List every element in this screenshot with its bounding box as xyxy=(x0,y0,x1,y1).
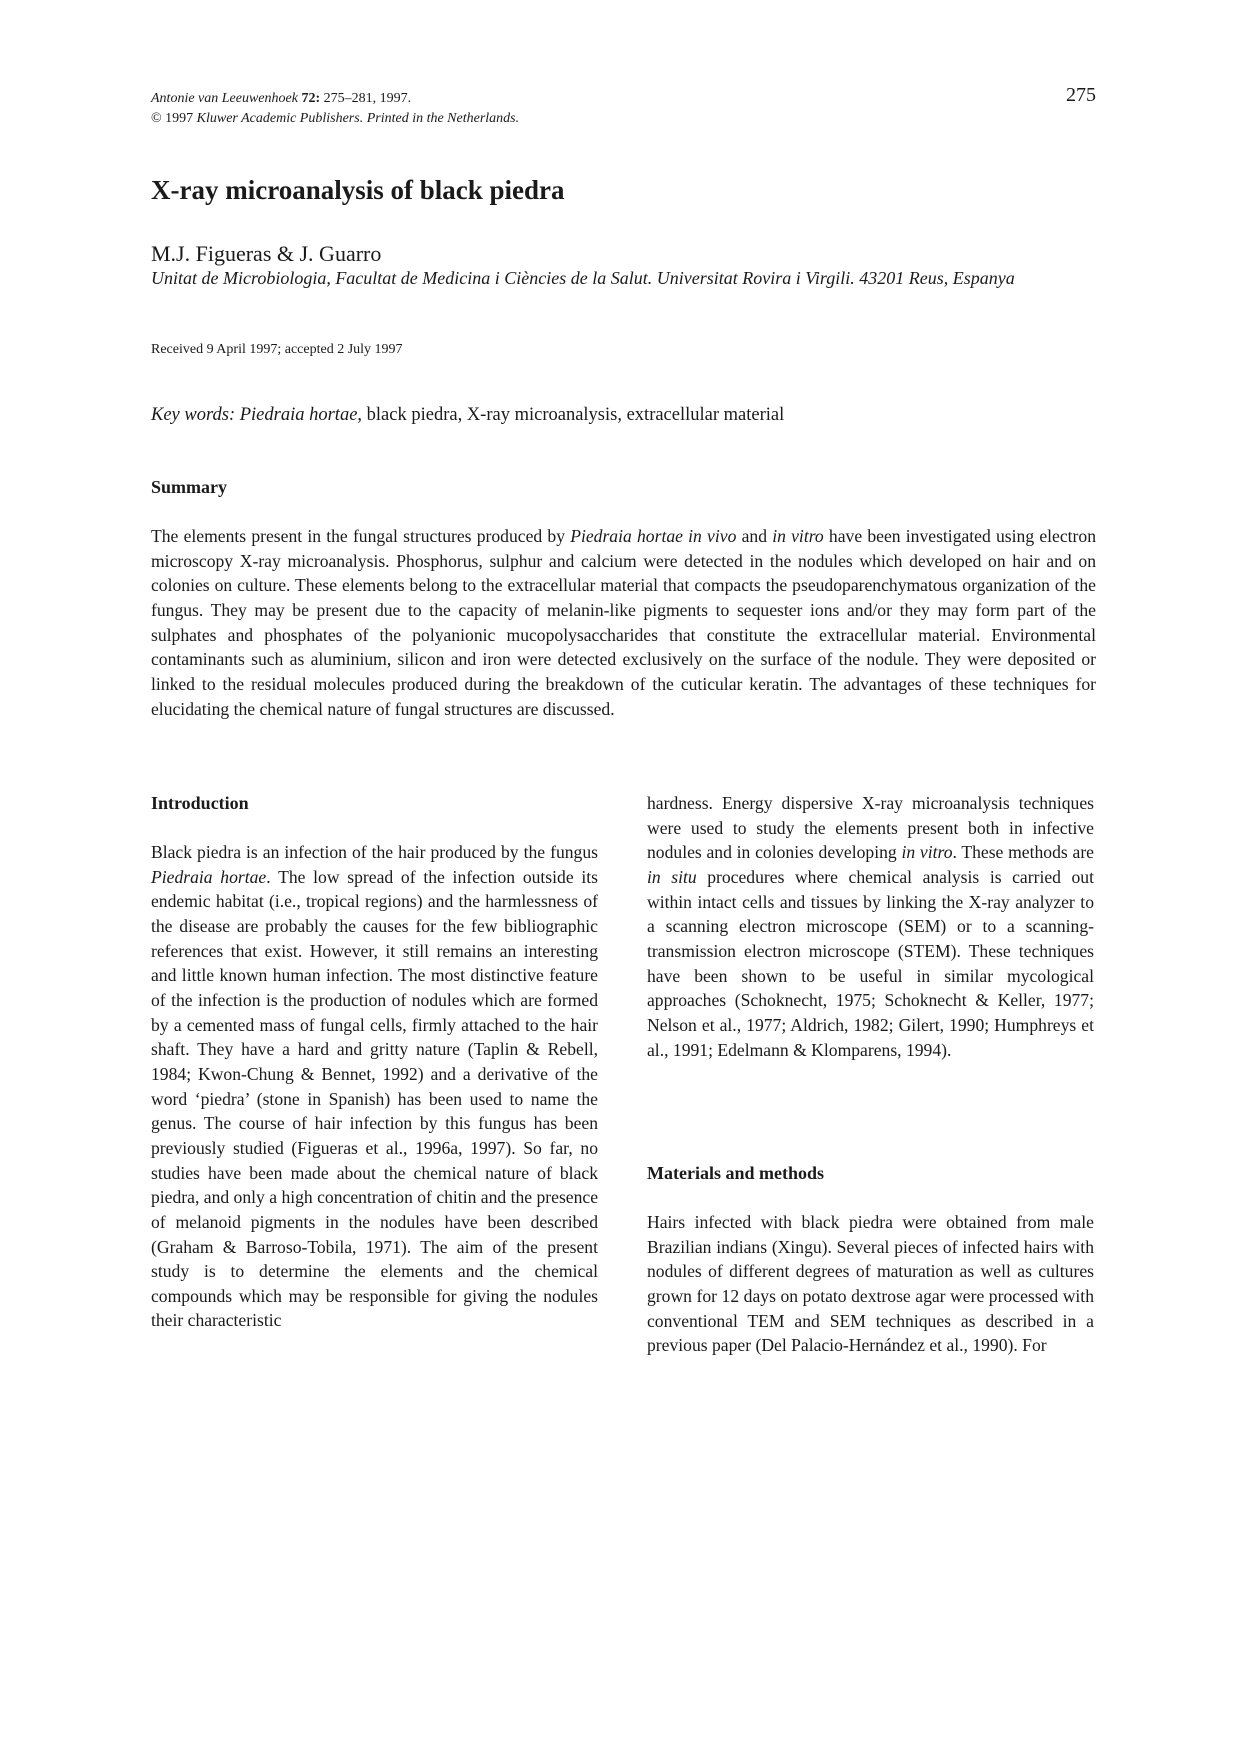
received-dates: Received 9 April 1997; accepted 2 July 1997 xyxy=(151,342,403,357)
summary-italic-1: Piedraia hortae in vivo xyxy=(570,526,737,546)
article-title: X-ray microanalysis of black piedra xyxy=(151,175,565,205)
intro-text-2: . The low spread of the infection outside its endemic habitat (i.e., tropical regions) and the harmlessness of the disease are probably the causes for the few bibliographic references that exist. However, it still remains an interesting and little known human infection. The most distinctive feature of the infection is the production of nodules which are formed by a cemented mass of fungal cells, firmly attached to the hair shaft. They have a hard and gritty nature (Taplin & Rebell, 1984; Kwon-Chung & Bennet, 1992) and a derivative of the word ‘piedra’ (stone in Spanish) has been used to name the genus. The course of hair infection by this fungus has been previously studied (Figueras et al., 1996a, 1997). So far, no studies have been made about the chemical nature of black piedra, and only a high concentration of chitin and the presence of melanoid pigments in the nodules have been described (Graham & Barroso-Tobila, 1971). The aim of the present study is to determine the elements and the chemical compounds which may be responsible for giving the nodules their characteristic xyxy=(151,866,599,1331)
keywords-species: Piedraia hortae xyxy=(239,405,358,425)
author-affiliation: Unitat de Microbiologia, Facultat de Medicina i Ciències de la Salut. Universitat Rovira i Virgili. 43201 Reus, Espanya xyxy=(151,268,1015,288)
keywords xyxy=(151,403,1091,428)
summary-text-1: The elements present in the fungal structures produced by xyxy=(151,526,571,546)
copyright-symbol: © xyxy=(151,111,162,126)
introduction-paragraph-col2 xyxy=(647,791,1094,1062)
intro-c2-text-3: procedures where chemical analysis is carried out within intact cells and tissues by linking the X-ray analyzer to a scanning electron microscope (SEM) or to a scanning-transmission electron microscope (STEM). These techniques have been shown to be useful in similar mycological approaches (Schoknecht, 1975; Schoknecht & Keller, 1977; Nelson et al., 1977; Aldrich, 1982; Gilert, 1990; Humphreys et al., 1991; Edelmann & Klomparens, 1994). xyxy=(647,866,1094,1060)
intro-c2-italic-1: in vitro xyxy=(901,842,953,863)
page-number: 275 xyxy=(1066,84,1096,106)
methods-paragraph: Hairs infected with black piedra were obtained from male Brazilian indians (Xingu). Several pieces of infected hairs with nodules of different degrees of maturation as well as cultures grown for 12 days on potato dextrose agar were processed with conventional TEM and SEM techniques as described in a previous paper (Del Palacio-Hernández et al., 1990). For xyxy=(647,1212,1094,1356)
article-authors: M.J. Figueras & J. Guarro xyxy=(151,241,382,266)
summary-text-3: have been investigated using electron microscopy X-ray microanalysis. Phosphorus, sulphur and calcium were detected in the nodules which developed on hair and on colonies on culture. These elements belong to the extracellular material that compacts the pseudoparenchymatous organization of the fungus. They may be present due to the capacity of melanin-like pigments to sequester ions and/or they may form part of the sulphates and phosphates of the polyanionic mucopolysaccharides that constitute the extracellular material. Environmental contaminants such as aluminium, silicon and iron were detected exclusively on the surface of the nodule. They were deposited or linked to the residual molecules produced during the breakdown of the cuticular keratin. The advantages of these techniques for elucidating the chemical nature of fungal structures are discussed. xyxy=(151,526,1097,719)
intro-c2-text-2: . These methods are xyxy=(952,842,1094,863)
intro-text-1: Black piedra is an infection of the hair produced by the fungus xyxy=(151,842,598,862)
journal-name: Antonie van Leeuwenhoek xyxy=(151,91,298,106)
journal-pages-year: 275–281, 1997. xyxy=(323,91,412,106)
intro-c2-italic-2: in situ xyxy=(647,866,697,887)
intro-italic-1: Piedraia hortae xyxy=(151,866,267,887)
methods-heading: Materials and methods xyxy=(647,1163,824,1183)
intro-c2-text-1: hardness. Energy dispersive X-ray microanalysis techniques were used to study the elements present both in infective nodules and in colonies developing xyxy=(647,793,1094,863)
journal-volume: 72: xyxy=(301,91,321,106)
keywords-rest: , black piedra, X-ray microanalysis, extracellular material xyxy=(357,405,785,425)
introduction-paragraph-col1 xyxy=(151,840,598,1333)
summary-italic-2: in vitro xyxy=(772,526,824,546)
summary-text-2: and xyxy=(736,526,773,546)
introduction-heading: Introduction xyxy=(151,793,249,813)
copyright-year: 1997 xyxy=(165,111,194,126)
keywords-label: Key words: xyxy=(151,405,236,425)
publisher-line: Kluwer Academic Publishers. Printed in the Netherlands. xyxy=(196,111,520,126)
summary-heading: Summary xyxy=(151,477,227,497)
journal-citation xyxy=(151,89,851,129)
summary-paragraph xyxy=(151,524,1096,721)
